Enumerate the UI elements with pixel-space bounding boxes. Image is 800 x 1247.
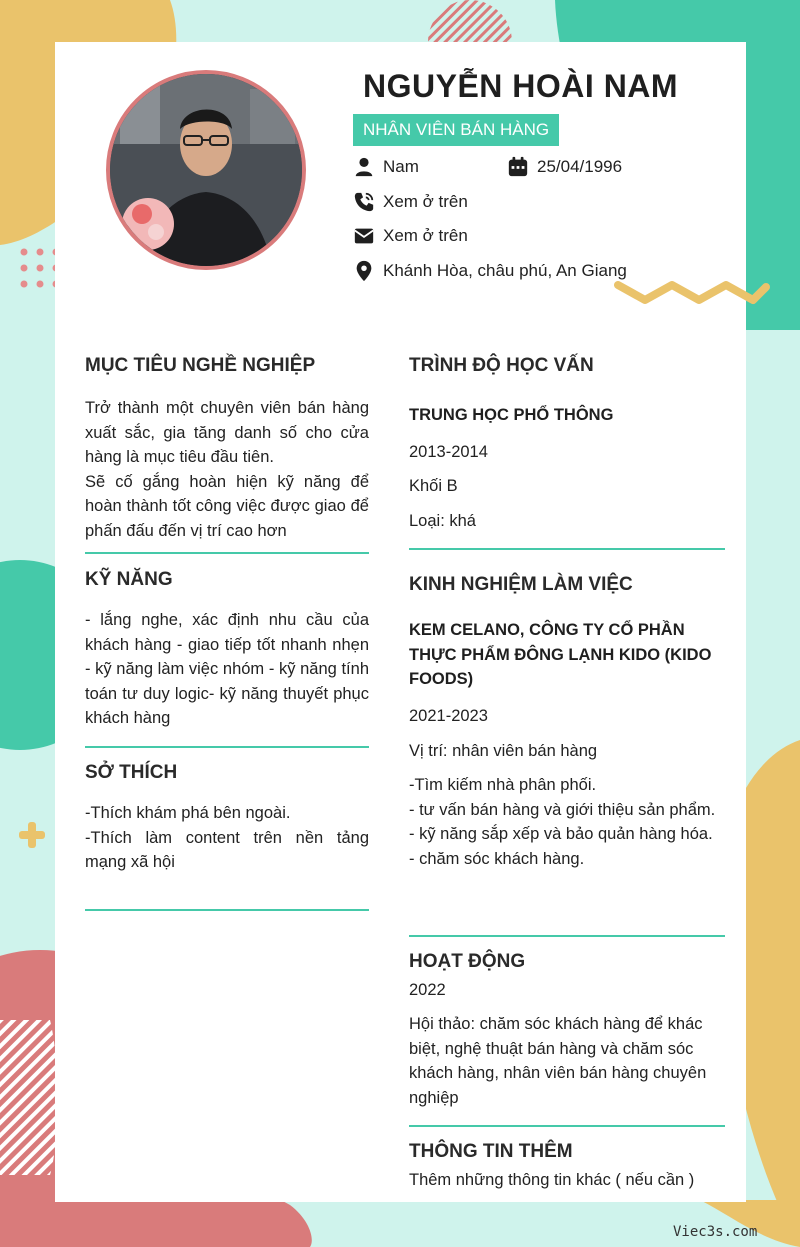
birthday-row: [507, 156, 622, 178]
phone-value: Xem ở trên: [383, 192, 468, 211]
location-pin-icon: [353, 260, 375, 282]
activities-year: 2022: [409, 981, 446, 999]
phone-icon: [353, 191, 375, 213]
divider: [409, 935, 725, 937]
divider: [409, 548, 725, 550]
phone-row: [353, 191, 468, 213]
education-years: 2013-2014: [409, 443, 488, 461]
hobbies-title: SỞ THÍCH: [85, 762, 178, 783]
calendar-icon: [507, 156, 529, 178]
email-value: Xem ở trên: [383, 226, 468, 245]
person-photo-illustration: [110, 74, 302, 266]
job-title-badge: NHÂN VIÊN BÁN HÀNG: [353, 114, 559, 146]
gender-row: [353, 156, 419, 178]
candidate-name: NGUYỄN HOÀI NAM: [363, 68, 679, 104]
education-track: Khối B: [409, 477, 458, 495]
objective-title: MỤC TIÊU NGHỀ NGHIỆP: [85, 355, 316, 376]
divider: [85, 909, 369, 911]
experience-position: Vị trí: nhân viên bán hàng: [409, 742, 598, 760]
divider: [85, 746, 369, 748]
skills-text: - lắng nghe, xác định nhu cầu của khách hàng - giao tiếp tốt nhanh nhẹn - kỹ năng làm việc nhóm - kỹ năng tính toán tư duy logic- kỹ năng thuyết phục khách hàng: [85, 611, 369, 727]
education-title: TRÌNH ĐỘ HỌC VẤN: [409, 355, 594, 376]
profile-photo: [106, 70, 306, 270]
user-icon: [353, 156, 375, 178]
activities-text: Hội thảo: chăm sóc khách hàng để khác biệt, nghệ thuật bán hàng và chăm sóc khách hàng, nhân viên bán hàng chuyên nghiệp: [409, 1015, 707, 1107]
education-school: TRUNG HỌC PHỔ THÔNG: [409, 406, 614, 424]
birthday-value: 25/04/1996: [537, 157, 623, 176]
activities-title: HOẠT ĐỘNG: [409, 951, 526, 972]
extra-info-text: Thêm những thông tin khác ( nếu cần ): [409, 1171, 695, 1189]
experience-title: KINH NGHIỆM LÀM VIỆC: [409, 574, 633, 595]
divider: [409, 1125, 725, 1127]
skills-title: KỸ NĂNG: [85, 569, 173, 590]
email-row: [353, 225, 468, 247]
experience-years: 2021-2023: [409, 707, 488, 725]
address-value: Khánh Hòa, châu phú, An Giang: [383, 261, 627, 280]
education-grade: Loại: khá: [409, 512, 476, 530]
envelope-icon: [353, 225, 375, 247]
objective-text: Trở thành một chuyên viên bán hàng xuất sắc, gia tăng danh số cho cửa hàng là mục tiêu đầu tiên. Sẽ cố gắng hoàn hiện kỹ năng để hoàn thành tốt công việc được giao để phấn đấu đến vị trí cao hơn: [85, 399, 369, 540]
address-row: [353, 260, 627, 282]
watermark: Viec3s.com: [673, 1224, 758, 1240]
divider: [85, 552, 369, 554]
gender-value: Nam: [383, 157, 419, 176]
hobbies-text: -Thích khám phá bên ngoài. -Thích làm content trên nền tảng mạng xã hội: [85, 804, 369, 871]
experience-company: KEM CELANO, CÔNG TY CỔ PHẦN THỰC PHẨM ĐÔNG LẠNH KIDO (KIDO FOODS): [409, 621, 712, 688]
experience-duties: -Tìm kiếm nhà phân phối. - tư vấn bán hàng và giới thiệu sản phẩm. - kỹ năng sắp xếp và bảo quản hàng hóa. - chăm sóc khách hàng.: [409, 776, 716, 868]
extra-info-title: THÔNG TIN THÊM: [409, 1141, 573, 1162]
